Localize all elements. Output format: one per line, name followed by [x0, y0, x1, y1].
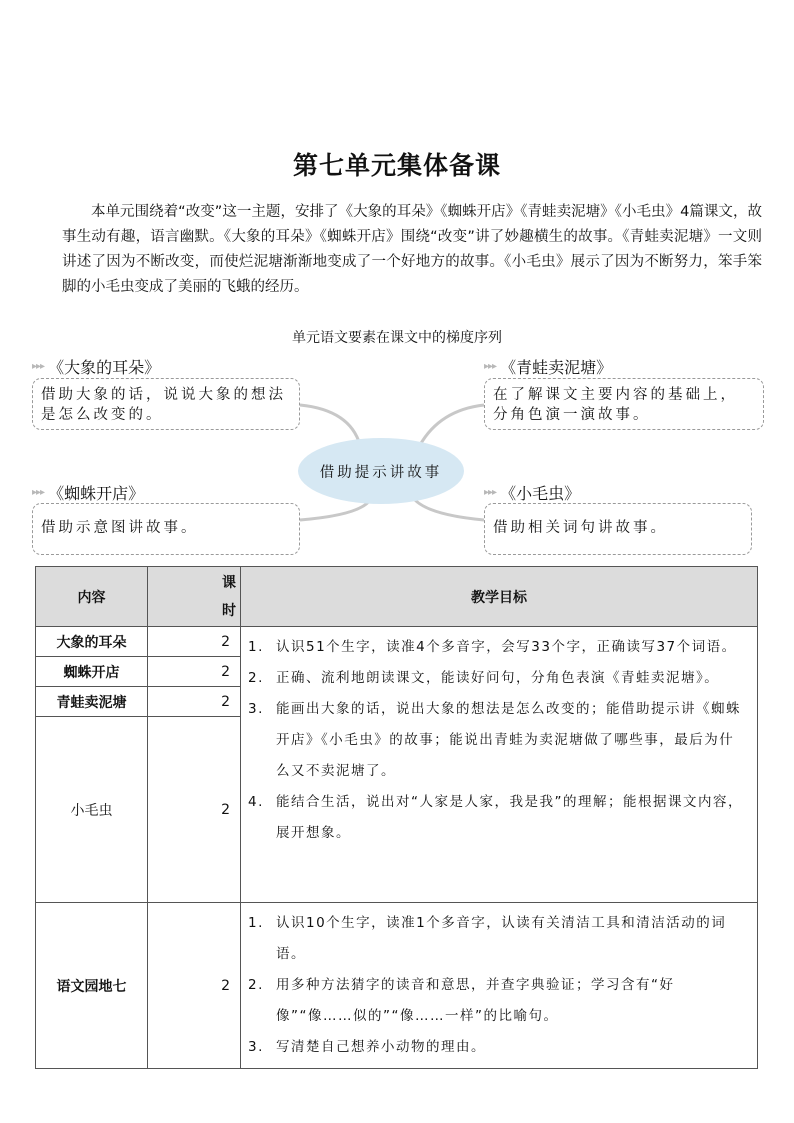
- lesson-node-title-frog: ▸▸▸ 《青蛙卖泥塘》: [484, 358, 613, 377]
- goal-list: [242, 904, 756, 1067]
- lesson-node-box-spider: 借助示意图讲故事。: [32, 503, 300, 555]
- triple-arrow-icon: ▸▸▸: [484, 361, 497, 372]
- goal-item: 2. 用多种方法猜字的读音和意思，并查字典验证；学习含有“好像”“像……似的”“像……一样”的比喻句。: [248, 977, 675, 1024]
- header-content: 内容: [36, 567, 148, 627]
- lesson-hours: 2: [148, 903, 241, 1069]
- goal-item: 3. 写清楚自己想养小动物的理由。: [248, 1039, 486, 1055]
- goals-cell: [241, 903, 758, 1069]
- lesson-name: 小毛虫: [36, 717, 148, 903]
- goal-item: 3. 能画出大象的话，说出大象的想法是怎么改变的；能借助提示讲《蜘蛛开店》《小毛虫》的故事；能说出青蛙为卖泥塘做了哪些事，最后为什么又不卖泥塘了。: [248, 701, 741, 779]
- table-row: [36, 903, 758, 1069]
- lesson-node-box-elephant: 借助大象的话，说说大象的想法是怎么改变的。: [32, 378, 300, 430]
- goals-cell: [241, 627, 758, 903]
- teaching-goals-table: [35, 566, 758, 1069]
- lesson-name: 大象的耳朵: [36, 627, 148, 657]
- lesson-hours: 2: [148, 627, 241, 657]
- lesson-node-box-frog: 在了解课文主要内容的基础上，分角色演一演故事。: [484, 378, 764, 430]
- triple-arrow-icon: ▸▸▸: [32, 361, 45, 372]
- table-row: [36, 627, 758, 657]
- lesson-hours: 2: [148, 717, 241, 903]
- lesson-node-title-elephant: ▸▸▸ 《大象的耳朵》: [32, 358, 161, 377]
- table-header-row: [36, 567, 758, 627]
- lesson-node-box-caterpillar: 借助相关词句讲故事。: [484, 503, 752, 555]
- header-hours: 课 时: [148, 567, 241, 627]
- goal-item: 4. 能结合生活，说出对“人家是人家，我是我”的理解；能根据课文内容，展开想象。: [248, 794, 743, 841]
- triple-arrow-icon: ▸▸▸: [32, 487, 45, 498]
- lesson-name: 青蛙卖泥塘: [36, 687, 148, 717]
- goal-item: 1. 认识51个生字，读准4个多音字，会写33个字，正确读写37个词语。: [248, 639, 737, 655]
- unit-intro: [62, 200, 762, 300]
- goal-item: 2. 正确、流利地朗读课文，能读好问句，分角色表演《青蛙卖泥塘》。: [248, 670, 720, 686]
- diagram-subtitle: 单元语文要素在课文中的梯度序列: [292, 330, 502, 346]
- page-title: 第七单元集体备课: [292, 151, 501, 180]
- lesson-node-title-caterpillar: ▸▸▸ 《小毛虫》: [484, 484, 581, 503]
- mind-map-center: 借助提示讲故事: [298, 438, 464, 504]
- intro-paragraph: 本单元围绕着“改变”这一主题，安排了《大象的耳朵》《蜘蛛开店》《青蛙卖泥塘》《小毛虫》4篇课文，故事生动有趣，语言幽默。《大象的耳朵》《蜘蛛开店》围绕“改变”讲了妙趣横生的故事。《青蛙卖泥塘》一文则讲述了因为不断改变，而使烂泥塘渐渐地变成了一个好地方的故事。《小毛虫》展示了因为不断努力，笨手笨脚的小毛虫变成了美丽的飞蛾的经历。: [62, 204, 762, 295]
- goal-item: 1. 认识10个生字，读准1个多音字，认读有关清洁工具和清洁活动的词语。: [248, 915, 727, 962]
- lesson-name: 蜘蛛开店: [36, 657, 148, 687]
- goal-list: [242, 628, 756, 853]
- lesson-node-title-spider: ▸▸▸ 《蜘蛛开店》: [32, 484, 145, 503]
- lesson-hours: 2: [148, 657, 241, 687]
- triple-arrow-icon: ▸▸▸: [484, 487, 497, 498]
- header-goals: 教学目标: [241, 567, 758, 627]
- lesson-name: 语文园地七: [36, 903, 148, 1069]
- lesson-hours: 2: [148, 687, 241, 717]
